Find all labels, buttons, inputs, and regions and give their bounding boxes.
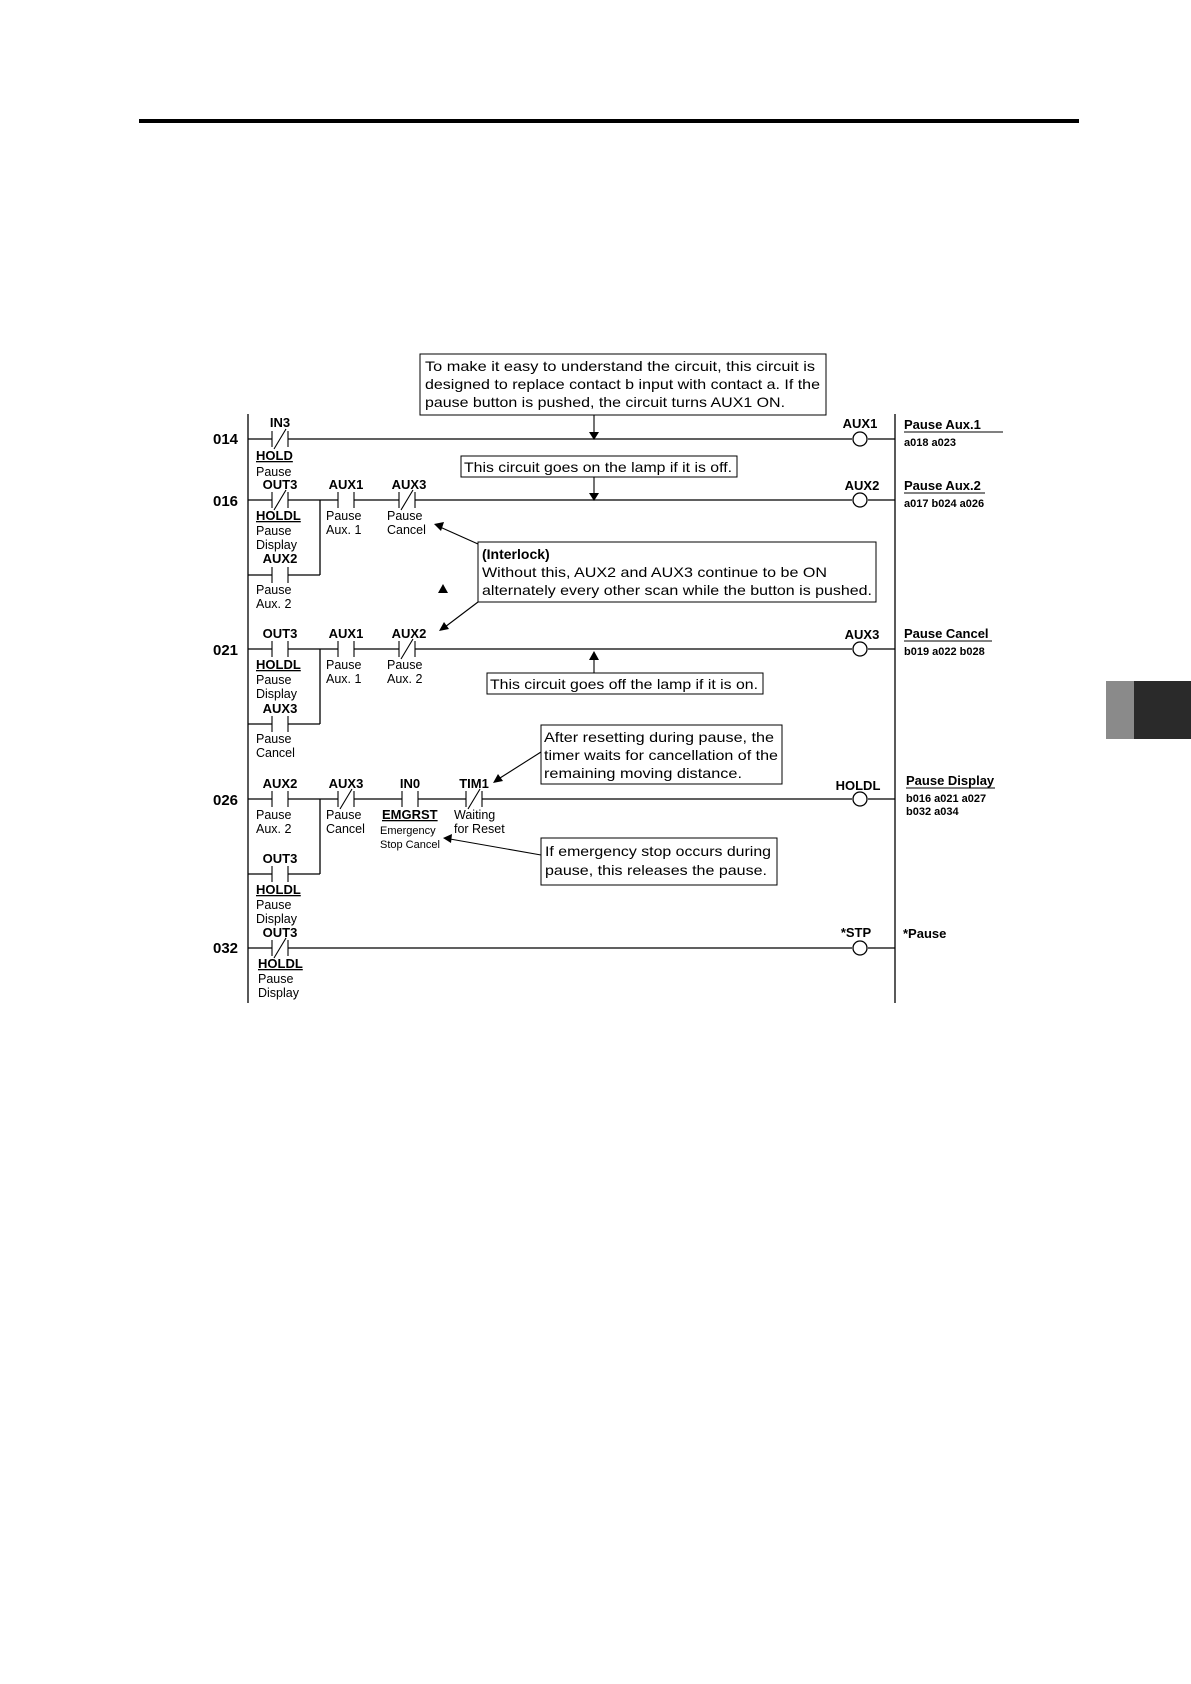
coil <box>853 432 867 446</box>
contact-label: OUT3 <box>262 477 298 492</box>
contact-label: AUX1 <box>328 626 364 641</box>
contact-desc: Cancel <box>326 822 365 836</box>
contact-desc: Waiting <box>454 808 496 822</box>
coil-desc: Pause Cancel <box>904 626 989 641</box>
contact-desc: Pause <box>326 808 362 822</box>
coil-desc: *Pause <box>903 926 947 941</box>
contact-desc: Pause <box>326 509 362 523</box>
contact-desc: Stop Cancel <box>380 839 440 851</box>
contact-a <box>272 866 288 882</box>
rung-number: 016 <box>213 493 239 510</box>
contact-desc: Aux. 2 <box>256 597 292 611</box>
contact-b <box>272 429 288 449</box>
contact-tag: EMGRST <box>382 807 438 822</box>
contact-desc: Aux. 2 <box>256 822 292 836</box>
svg-text:If emergency stop occurs durin: If emergency stop occurs during <box>545 843 771 859</box>
contact-a <box>402 791 418 807</box>
contact-tag: HOLD <box>256 448 293 463</box>
coil-refs: a018 a023 <box>904 437 956 449</box>
contact-desc: Aux. 1 <box>326 523 362 537</box>
coil <box>853 792 867 806</box>
contact-b <box>338 789 354 809</box>
note-lamp-off <box>487 651 763 694</box>
contact-desc: Aux. 1 <box>326 672 362 686</box>
contact-tag: HOLDL <box>256 508 301 523</box>
contact-tag: HOLDL <box>256 882 301 897</box>
chapter-tab-light <box>1106 681 1134 739</box>
contact-tag: HOLDL <box>258 956 303 971</box>
contact-desc: Display <box>258 986 299 1000</box>
note-lamp-on <box>461 456 737 501</box>
contact-label: AUX3 <box>262 701 298 716</box>
contact-a <box>272 791 288 807</box>
svg-text:Without this, AUX2 and AUX3 co: Without this, AUX2 and AUX3 continue to be ON <box>482 564 827 580</box>
coil-refs: b032 a034 <box>906 806 959 818</box>
svg-text:designed to replace contact b: designed to replace contact b input with contact a. If the <box>425 376 821 392</box>
contact-b <box>399 639 415 659</box>
svg-text:pause button is pushed, the ci: pause button is pushed, the circuit turns AUX1 ON. <box>425 394 785 410</box>
contact-desc: Pause <box>258 972 294 986</box>
contact-label: OUT3 <box>262 626 298 641</box>
contact-label: IN0 <box>399 776 421 791</box>
svg-text:timer waits for cancellation o: timer waits for cancellation of the <box>544 747 779 763</box>
rung-number: 026 <box>213 792 239 809</box>
contact-a <box>338 641 354 657</box>
contact-label: AUX2 <box>262 551 298 566</box>
coil-refs: a017 b024 a026 <box>904 498 985 510</box>
coil-label: HOLDL <box>835 778 881 793</box>
coil <box>853 941 867 955</box>
contact-a <box>272 567 288 583</box>
contact-desc: Cancel <box>387 523 426 537</box>
contact-tag: HOLDL <box>256 657 301 672</box>
contact-a <box>272 716 288 732</box>
coil <box>853 493 867 507</box>
contact-label: AUX2 <box>391 626 427 641</box>
contact-label: OUT3 <box>262 925 298 940</box>
contact-label: OUT3 <box>262 851 298 866</box>
contact-label: AUX3 <box>328 776 364 791</box>
rung-number: 014 <box>213 431 239 448</box>
coil-label: AUX1 <box>842 416 878 431</box>
note-emergency <box>443 834 777 885</box>
note-top <box>420 354 826 440</box>
contact-desc: Display <box>256 912 297 926</box>
contact-desc: Pause <box>256 583 292 597</box>
coil <box>853 642 867 656</box>
svg-text:alternately every other scan w: alternately every other scan while the button is pushed. <box>482 582 872 598</box>
svg-text:(Interlock): (Interlock) <box>482 546 550 562</box>
svg-text:This circuit goes on the lamp: This circuit goes on the lamp if it is off. <box>464 459 732 475</box>
contact-label: IN3 <box>269 415 291 430</box>
contact-desc: Pause <box>387 509 423 523</box>
rung-032 <box>213 925 946 1000</box>
coil-desc: Pause Aux.2 <box>904 478 981 493</box>
chapter-tab <box>1106 681 1191 739</box>
svg-text:This circuit goes off the lamp: This circuit goes off the lamp if it is on. <box>490 676 758 692</box>
contact-b <box>399 490 415 510</box>
contact-a <box>272 641 288 657</box>
contact-desc: Pause <box>256 732 292 746</box>
contact-desc: Pause <box>256 898 292 912</box>
header-rule <box>139 119 1079 123</box>
contact-desc: Display <box>256 538 297 552</box>
contact-desc: Pause <box>256 808 292 822</box>
contact-b <box>272 938 288 958</box>
svg-text:To make it easy to understand: To make it easy to understand the circuit, this circuit is <box>425 358 815 374</box>
svg-text:pause, this releases the pause: pause, this releases the pause. <box>545 862 767 878</box>
contact-label: AUX1 <box>328 477 364 492</box>
svg-text:remaining moving distance.: remaining moving distance. <box>544 765 742 781</box>
contact-desc: Pause <box>256 524 292 538</box>
svg-text:After resetting during pause,: After resetting during pause, the <box>544 729 775 745</box>
contact-label: AUX3 <box>391 477 427 492</box>
contact-desc: Aux. 2 <box>387 672 423 686</box>
contact-desc: Pause <box>387 658 423 672</box>
contact-desc: Cancel <box>256 746 295 760</box>
contact-label: TIM1 <box>459 776 489 791</box>
note-interlock <box>434 522 876 631</box>
chapter-tab-dark <box>1134 681 1191 739</box>
contact-desc: Pause <box>326 658 362 672</box>
contact-desc: Pause <box>256 465 292 479</box>
contact-desc: Display <box>256 687 297 701</box>
contact-desc: for Reset <box>454 822 505 836</box>
contact-a <box>338 492 354 508</box>
coil-refs: b016 a021 a027 <box>906 793 987 805</box>
contact-b <box>272 490 288 510</box>
coil-label: AUX3 <box>844 627 880 642</box>
contact-label: AUX2 <box>262 776 298 791</box>
coil-label: *STP <box>840 925 872 940</box>
coil-desc: Pause Display <box>906 773 995 788</box>
contact-b <box>466 789 482 809</box>
contact-desc: Emergency <box>380 825 436 837</box>
rung-number: 021 <box>213 642 239 659</box>
note-timer <box>493 725 782 784</box>
rung-number: 032 <box>213 940 239 957</box>
coil-refs: b019 a022 b028 <box>904 646 985 658</box>
coil-label: AUX2 <box>844 478 880 493</box>
coil-desc: Pause Aux.1 <box>904 417 981 432</box>
contact-desc: Pause <box>256 673 292 687</box>
